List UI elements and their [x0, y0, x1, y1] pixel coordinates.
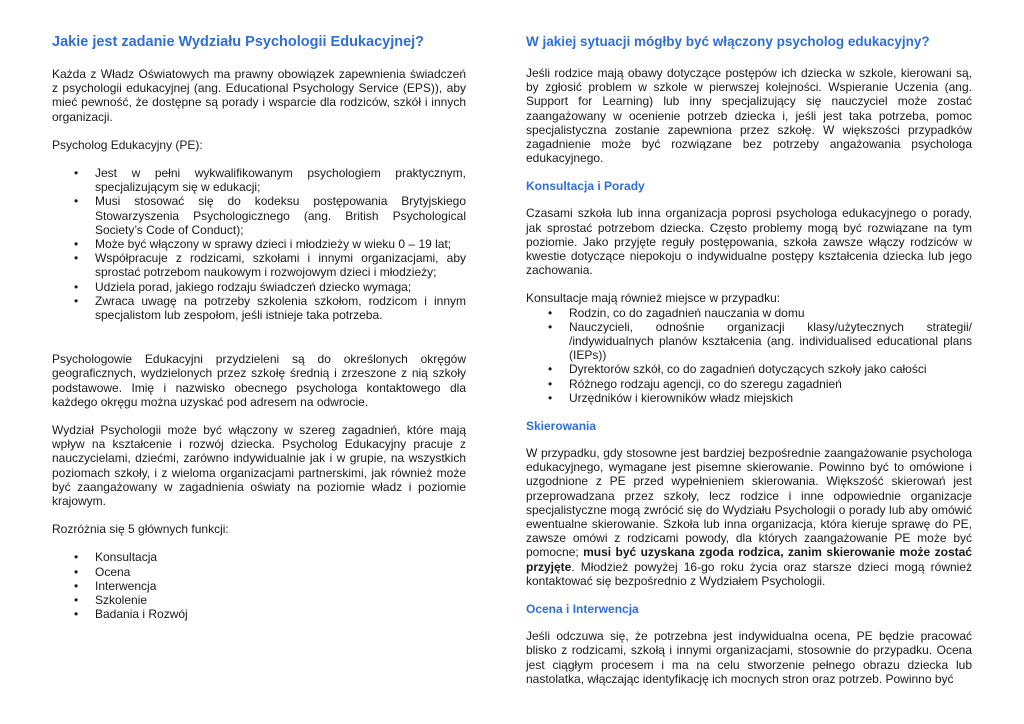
list-item: • Szkolenie	[74, 593, 148, 608]
list-item: • Musi stosować się do kodeksu postępowania Brytyjskiego Stowarzyszenia Psychologicznego (ang. British Psychological Society’s Code of Conduct);	[74, 194, 466, 237]
assessment-paragraph: Jeśli odczuwa się, że potrzebna jest indywidualna ocena, PE będzie pracować blisko z rodzicami, szkołą i innymi organizacjami, stosownie do przypadku. Ocena jest ciągłym procesem i ma na celu stworzenie pełnego obrazu dziecka lub nastolatka, włączając identyfikację ich mocnych stron oraz potrzeb. Powinno być	[526, 629, 972, 686]
consult-paragraph: Czasami szkoła lub inna organizacja poprosi psychologa edukacyjnego o porady, jak sprostać potrzebom dziecka. Często problemy mogą być rozwiązane na tym poziomie. Jako przyjęte reguły postępowania, szkoła zawsze włączy rodziców w kwestie dotyczące niepokoju o indywidualne postępy kształcenia dziecka lub jego zachowania.	[526, 206, 972, 278]
consent-emphasis: musi być uzyskana zgoda rodzica, zanim skierowanie może zostać przyjęte	[526, 545, 972, 574]
bullet-icon: •	[548, 319, 553, 334]
bullet-icon: •	[548, 305, 553, 320]
assessment-heading: Ocena i Interwencja	[526, 602, 639, 617]
pe-label: Psycholog Edukacyjny (PE):	[52, 137, 203, 152]
left-title: Jakie jest zadanie Wydziału Psychologii Edukacyjnej?	[52, 34, 425, 50]
bullet-icon: •	[74, 237, 79, 252]
bullet-icon: •	[74, 550, 79, 565]
list-item: • Konsultacja	[74, 550, 158, 565]
consult-list-label: Konsultacje mają również miejsce w przypadku:	[526, 291, 781, 306]
list-item: • Zwraca uwagę na potrzeby szkolenia szkołom, rodzicom i innym specjalistom lub zespołom, jeśli istnieje taka potrzeba.	[74, 293, 466, 323]
pe-list	[52, 166, 466, 322]
right-intro-paragraph: Jeśli rodzice mają obawy dotyczące postępów ich dziecka w szkole, kierowani są, by zgłosić problem w szkole w pierwszej kolejności. Wspieranie Uczenia (ang. Support for Learning) lub inny specjalizujący się nauczyciel może zostać zaangażowany w ocenienie potrzeb dziecka i, jeśli jest taka potrzeba, pomoc specjalistyczna zostanie zapewniona przez szkołę. W większości przypadków zagadnienie może być rozwiązane bez potrzeby angażowania psychologa edukacyjnego.	[526, 66, 972, 166]
list-item: • Urzędników i kierowników władz miejskich	[548, 390, 794, 405]
list-item: • Może być włączony w sprawy dzieci i młodzieży w wieku 0 – 19 lat;	[74, 237, 452, 252]
right-column	[526, 34, 972, 700]
referral-paragraph: W przypadku, gdy stosowne jest bardziej bezpośrednie zaangażowanie psychologa edukacyjnego, wymagane jest pisemne skierowanie. Powinno być to omówione i uzgodnione z PE przed wypełnieniem skierowania. Większość skierowań jest przeprowadzana przez szkoły, lecz rodzice i inne odpowiednie organizacje specjalistyczne mogą zwrócić się do Wydziału Psychologii o porady lub aby omówić ewentualne skierowanie. Szkoła lub inna organizacja, która kieruje sprawę do PE, zawsze omówi z rodzicami powody, dla których zaangażowanie PE może być pomocne; musi być uzyskana zgoda rodzica, zanim skierowanie może zostać przyjęte. Młodzież powyżej 16-go roku życia oraz starsze dzieci mogą również kontaktować się bezpośrednio z Wydziałem Psychologii.	[526, 446, 972, 588]
list-item: • Interwencja	[74, 578, 157, 593]
bullet-icon: •	[74, 564, 79, 579]
left-column	[52, 34, 466, 636]
list-item: • Ocena	[74, 564, 131, 579]
consult-heading: Konsultacja i Porady	[526, 179, 645, 194]
bullet-icon: •	[74, 166, 79, 181]
bullet-icon: •	[74, 251, 79, 266]
left-intro-paragraph: Każda z Władz Oświatowych ma prawny obowiązek zapewnienia świadczeń z psychologii edukacyjnej (ang. Educational Psychology Service (EPS)), aby mieć pewność, że dostępne są porady i wsparcie dla rodziców, szkół i innych organizacji.	[52, 67, 466, 124]
bullet-icon: •	[74, 593, 79, 608]
districts-paragraph: Psychologowie Edukacyjni przydzieleni są do określonych okręgów geograficznych, wydzielonych przez szkołę średnią i zrzeszone z nią szkoły podstawowe. Imię i nazwisko obecnego psychologa kontaktowego dla każdego okręgu można uzyskać pod adresem na odwrocie.	[52, 352, 466, 409]
bullet-icon: •	[548, 362, 553, 377]
list-item: • Rodzin, co do zagadnień nauczania w domu	[548, 305, 805, 320]
consult-list	[526, 306, 972, 405]
right-title: W jakiej sytuacji mógłby być włączony psycholog edukacyjny?	[526, 34, 930, 49]
functions-list	[52, 550, 466, 621]
bullet-icon: •	[74, 194, 79, 209]
bullet-icon: •	[548, 390, 553, 405]
list-item: • Udziela porad, jakiego rodzaju świadczeń dziecko wymaga;	[74, 279, 412, 294]
bullet-icon: •	[548, 376, 553, 391]
bullet-icon: •	[74, 578, 79, 593]
list-item: • Nauczycieli, odnośnie organizacji klasy/użytecznych strategii/ /indywidualnych planów kształcenia (ang. individualised educational plans (IEPs))	[548, 319, 972, 363]
bullet-icon: •	[74, 607, 79, 622]
functions-label: Rozróżnia się 5 głównych funkcji:	[52, 522, 229, 537]
referral-heading: Skierowania	[526, 419, 597, 434]
bullet-icon: •	[74, 279, 79, 294]
bullet-icon: •	[74, 293, 79, 308]
list-item: • Różnego rodzaju agencji, co do szeregu zagadnień	[548, 376, 842, 391]
list-item: • Współpracuje z rodzicami, szkołami i innymi organizacjami, aby sprostać potrzebom naukowym i rozwojowym dzieci i młodzieży;	[74, 251, 466, 280]
involvement-paragraph: Wydział Psychologii może być włączony w szereg zagadnień, które mają wpływ na kształcenie i rozwój dziecka. Psycholog Edukacyjny pracuje z nauczycielami, dziećmi, zarówno indywidualnie jak i w grupie, na wszystkich poziomach szkoły, i z wieloma organizacjami partnerskimi, jak również może być zaangażowany w zagadnienia oświaty na poziomie władz i poziomie krajowym.	[52, 423, 466, 509]
list-item: • Badania i Rozwój	[74, 607, 188, 622]
list-item: • Dyrektorów szkół, co do zagadnień dotyczących szkoły jako całości	[548, 362, 927, 377]
list-item: • Jest w pełni wykwalifikowanym psychologiem praktycznym, specjalizującym się w edukacji;	[74, 166, 466, 195]
